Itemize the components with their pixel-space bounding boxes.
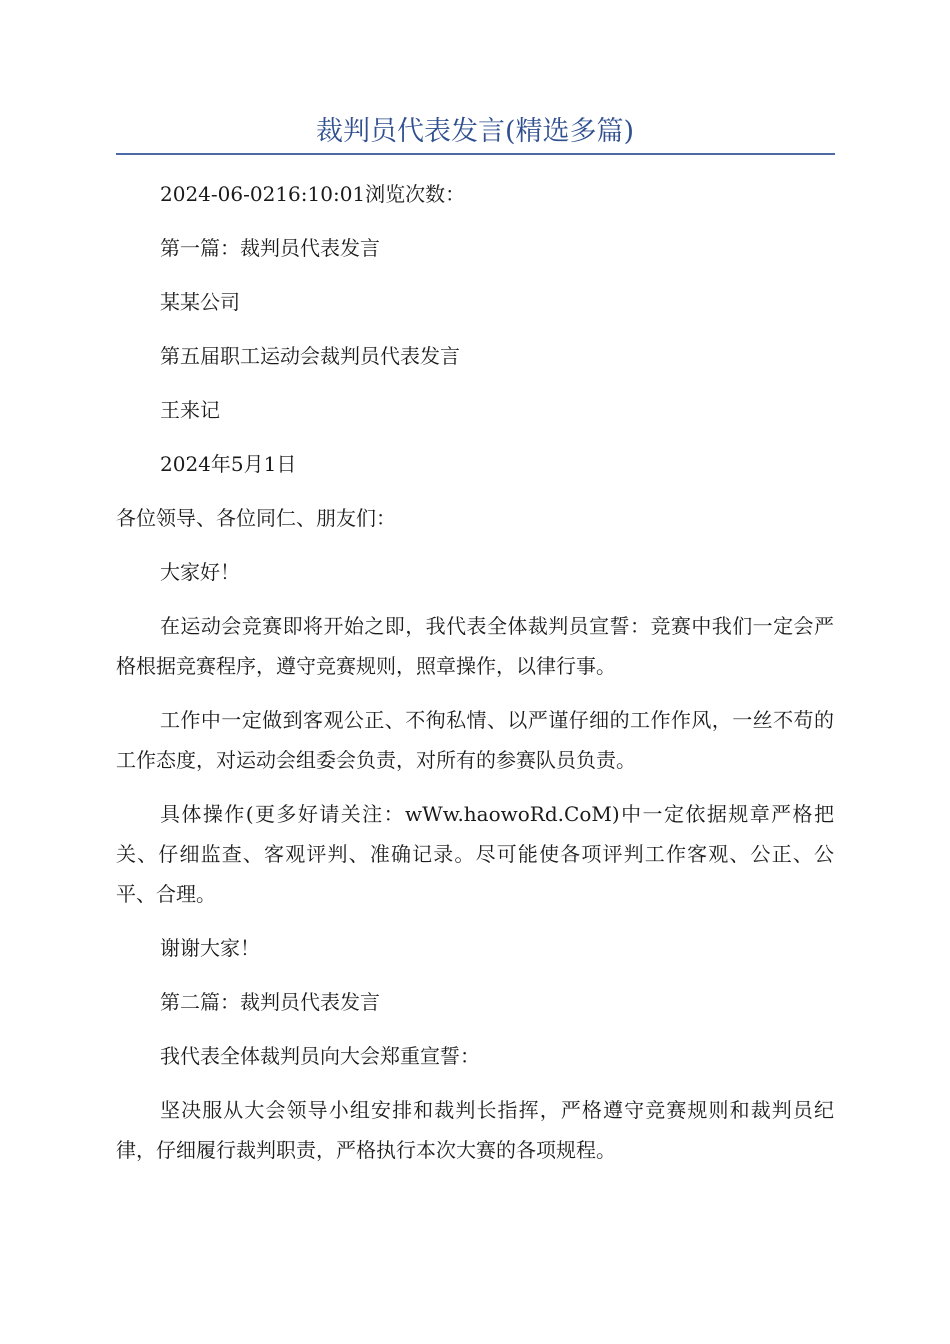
paragraph-salutation: 各位领导、各位同仁、朋友们： [116, 506, 396, 530]
paragraph-body: 工作中一定做到客观公正、不徇私情、以严谨仔细的工作作风，一丝不苟的工作态度，对运动会组委会负责，对所有的参赛队员负责。 [116, 708, 834, 772]
paragraph-body: 具体操作(更多好请关注：wWw.haowoRd.CoM)中一定依据规章严格把关、仔细监查、客观评判、准确记录。尽可能使各项评判工作客观、公正、公平、合理。 [116, 802, 834, 906]
paragraph-body: 坚决服从大会领导小组安排和裁判长指挥，严格遵守竞赛规则和裁判员纪律，仔细履行裁判职责，严格执行本次大赛的各项规程。 [116, 1098, 834, 1162]
document-body [116, 174, 834, 1184]
document-title: 裁判员代表发言(精选多篇) [315, 116, 635, 147]
paragraph-greeting: 大家好！ [160, 560, 240, 584]
paragraph-thanks: 谢谢大家！ [160, 936, 260, 960]
paragraph-meta: 2024-06-0216:10:01浏览次数： [160, 182, 466, 206]
paragraph-company: 某某公司 [160, 290, 240, 314]
paragraph-event: 第五届职工运动会裁判员代表发言 [160, 344, 460, 368]
paragraph-date: 2024年5月1日 [160, 452, 297, 476]
title-divider [116, 153, 835, 155]
paragraph-heading-2: 第二篇：裁判员代表发言 [160, 990, 380, 1014]
paragraph-body: 在运动会竞赛即将开始之即，我代表全体裁判员宣誓：竞赛中我们一定会严格根据竞赛程序，遵守竞赛规则，照章操作，以律行事。 [116, 614, 834, 678]
paragraph-author: 王来记 [160, 398, 220, 422]
paragraph-heading-1: 第一篇：裁判员代表发言 [160, 236, 380, 260]
paragraph-body: 我代表全体裁判员向大会郑重宣誓： [160, 1044, 480, 1068]
